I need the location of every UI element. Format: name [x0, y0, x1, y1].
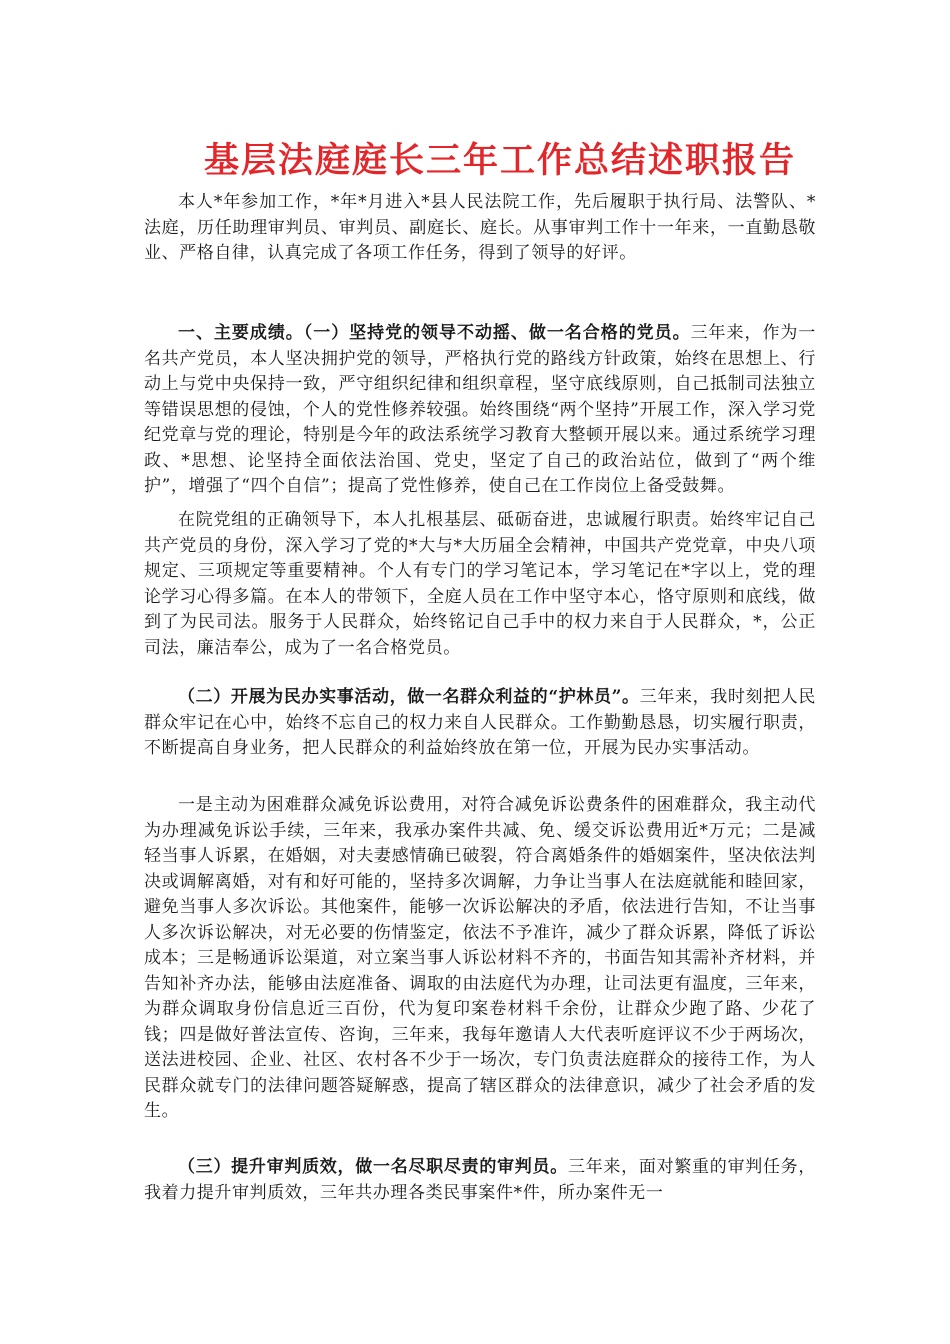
- section-heading: 一、主要成绩。（一）坚持党的领导不动摇、做一名合格的党员。: [178, 323, 691, 343]
- paragraph-text: 在院党组的正确领导下，本人扎根基层、砥砺奋进，忠诚履行职责。始终牢记自己共产党员的身份，深入学习了党的*大与*大历届全会精神，中国共产党党章，中央八项规定、三项规定等重要精神。个人有专门的学习笔记本，学习笔记在*字以上，党的理论学习心得多篇。在本人的带领下，全庭人员在工作中坚守本心，恪守原则和底线，做到了为民司法。服务于人民群众，始终铭记自己手中的权力来自于人民群众，*，公正司法，廉洁奉公，成为了一名合格党员。: [144, 510, 816, 658]
- paragraph-intro: [144, 190, 816, 267]
- paragraph-party-study: [144, 508, 816, 661]
- paragraph-text: 本人*年参加工作，*年*月进入*县人民法院工作，先后履职于执行局、法警队、*法庭，历任助理审判员、审判员、副庭长、庭长。从事审判工作十一年来，一直勤恳敬业、严格自律，认真完成了各项工作任务，得到了领导的好评。: [144, 192, 816, 263]
- paragraph-text: 三年来，我时刻把人民群众牢记在心中，始终不忘自己的权力来自人民群众。工作勤勤恳恳，切实履行职责，不断提高自身业务，把人民群众的利益始终放在第一位，开展为民办实事活动。: [144, 687, 816, 758]
- section-heading: （二）开展为民办实事活动，做一名群众利益的“护林员”。: [178, 687, 640, 707]
- paragraph-section-2: [144, 685, 816, 762]
- paragraph-measures: [144, 793, 816, 1125]
- section-heading: （三）提升审判质效，做一名尽职尽责的审判员。: [178, 1157, 568, 1177]
- paragraph-section-3: [144, 1155, 816, 1206]
- paragraph-text: 一是主动为困难群众减免诉讼费用，对符合减免诉讼费条件的困难群众，我主动代为办理减免诉讼手续，三年来，我承办案件共减、免、缓交诉讼费用近*万元；二是减轻当事人诉累，在婚姻，对夫妻感情确已破裂，符合离婚条件的婚姻案件，坚决依法判决或调解离婚，对有和好可能的，坚持多次调解，力争让当事人在法庭就能和睦回家，避免当事人多次诉讼。其他案件，能够一次诉讼解决的矛盾，依法进行告知，不让当事人多次诉讼解决，对无必要的伤情鉴定，依法不予准许，减少了群众诉累，降低了诉讼成本；三是畅通诉讼渠道，对立案当事人诉讼材料不齐的，书面告知其需补齐材料，并告知补齐办法，能够由法庭准备、调取的由法庭代为办理，让司法更有温度，三年来，为群众调取身份信息近三百份，代为复印案卷材料千余份，让群众少跑了路、少花了钱；四是做好普法宣传、咨询，三年来，我每年邀请人大代表听庭评议不少于两场次，送法进校园、企业、社区、农村各不少于一场次，专门负责法庭群众的接待工作，为人民群众就专门的法律问题答疑解惑，提高了辖区群众的法律意识，减少了社会矛盾的发生。: [144, 795, 816, 1121]
- document-title: 基层法庭庭长三年工作总结述职报告: [203, 140, 796, 181]
- paragraph-text: 三年来，面对繁重的审判任务，我着力提升审判质效，三年共办理各类民事案件*件，所办案件无一: [144, 1157, 816, 1203]
- paragraph-section-1: [144, 321, 816, 500]
- paragraph-text: 三年来，作为一名共产党员，本人坚决拥护党的领导，严格执行党的路线方针政策，始终在思想上、行动上与党中央保持一致，严守组织纪律和组织章程，坚守底线原则，自己抵制司法独立等错误思想的侵蚀，个人的党性修养较强。始终围绕“两个坚持”开展工作，深入学习党纪党章与党的理论，特别是今年的政法系统学习教育大整顿开展以来。通过系统学习理政、*思想、论坚持全面依法治国、党史，坚定了自己的政治站位，做到了“两个维护”，增强了“四个自信”；提高了党性修养，使自己在工作岗位上备受鼓舞。: [144, 323, 817, 496]
